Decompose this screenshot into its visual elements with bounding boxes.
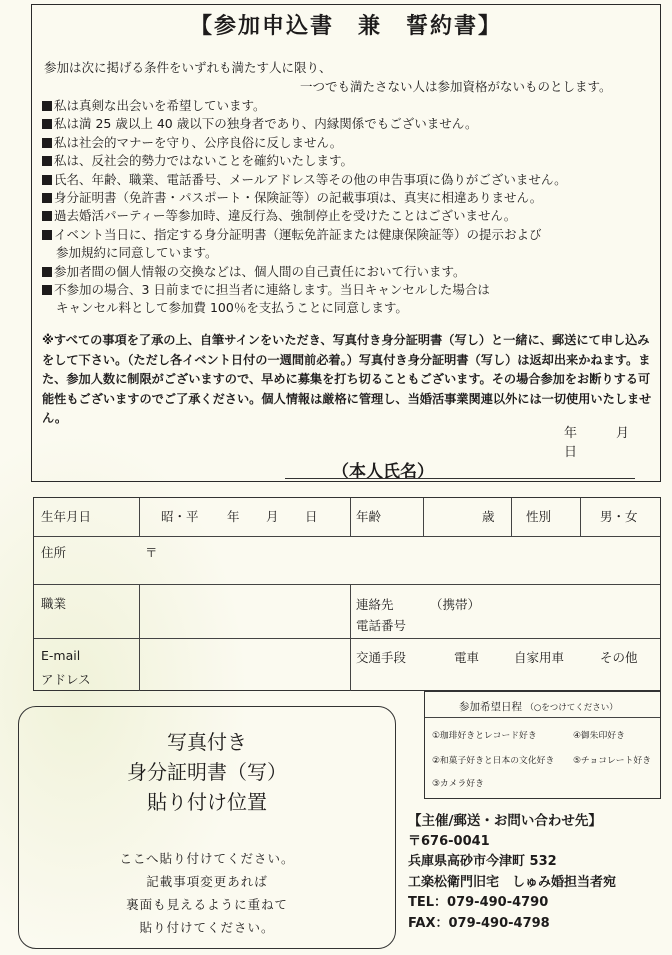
- bullet-square-icon: [42, 285, 52, 295]
- email-address-label: アドレス: [41, 672, 91, 687]
- bullet-square-icon: [42, 175, 52, 185]
- postal-mark[interactable]: 〒: [145, 545, 158, 560]
- birth-day-unit: 日: [305, 509, 318, 524]
- contact-address: 兵庫県高砂市今津町 532: [408, 854, 557, 869]
- bullet-square-icon: [42, 138, 52, 148]
- condition-item: 氏名、年齢、職業、電話番号、メールアドレス等その他の申告事項に偽りがございません。: [42, 171, 652, 189]
- schedule-box: [424, 691, 661, 799]
- condition-item: 過去婚活パーティー等参加時、違反行為、強制停止を受けたことはございません。: [42, 207, 652, 225]
- transport-option-train[interactable]: 電車: [454, 650, 480, 665]
- contact-fax: FAX：079-490-4798: [408, 915, 550, 931]
- mobile-label[interactable]: （携帯）: [430, 597, 481, 612]
- day-label: 日: [563, 445, 577, 460]
- schedule-option[interactable]: ⑤チョコレート好き: [573, 756, 651, 766]
- photo-instructions: ここへ貼り付けてください。 記載事項変更あれば 裏面も見えるように重ねて 貼り付けてください。: [119, 851, 295, 935]
- signature-label: （本人氏名）: [332, 462, 434, 482]
- email-label: E-mail: [41, 648, 81, 663]
- photo-title: 写真付き 身分証明書（写） 貼り付け位置: [127, 730, 287, 814]
- birth-date-label: 生年月日: [41, 509, 92, 524]
- condition-continuation: キャンセル料として参加費 100％を支払うことに同意します。: [56, 300, 408, 316]
- job-label: 職業: [41, 596, 67, 611]
- contact-info: [408, 811, 616, 934]
- contact-label: 連絡先: [356, 597, 394, 612]
- age-unit: 歳: [482, 509, 495, 524]
- table-col-divider: [350, 584, 351, 691]
- schedule-option[interactable]: ②和菓子好きと日本の文化好き: [432, 756, 555, 766]
- year-label: 年: [563, 426, 577, 441]
- bullet-square-icon: [42, 101, 52, 111]
- intro-line-2: 一つでも満たさない人は参加資格がないものとします。: [300, 79, 612, 94]
- condition-item: 身分証明書（免許書・パスポート・保険証等）の記載事項は、真実に相違ありません。: [42, 189, 652, 207]
- table-col-divider: [423, 498, 424, 536]
- signature-line[interactable]: [285, 478, 635, 479]
- table-col-divider: [139, 498, 140, 536]
- bullet-square-icon: [42, 267, 52, 277]
- birth-month-unit: 月: [266, 509, 279, 524]
- condition-item: 私は社会的マナーを守り、公序良俗に反しません。: [42, 134, 652, 152]
- table-col-divider: [580, 498, 581, 536]
- condition-item: 私は真剣な出会いを希望しています。: [42, 97, 652, 115]
- address-label: 住所: [41, 545, 67, 560]
- condition-item: 私は満 25 歳以上 40 歳以下の独身者であり、内縁関係でもございません。: [42, 115, 652, 133]
- bullet-square-icon: [42, 211, 52, 221]
- phone-number-label: 電話番号: [356, 618, 407, 633]
- table-col-divider: [350, 498, 351, 536]
- birth-era-options[interactable]: 昭・平: [161, 509, 199, 524]
- bullet-square-icon: [42, 156, 52, 166]
- condition-item: 参加者間の個人情報の交換などは、個人間の自己責任において行います。: [42, 263, 652, 281]
- personal-info-table: [33, 497, 661, 691]
- birth-year-unit: 年: [227, 509, 240, 524]
- transport-label: 交通手段: [356, 650, 407, 665]
- sex-options[interactable]: 男・女: [600, 509, 638, 524]
- signature-date[interactable]: [525, 422, 660, 460]
- bullet-square-icon: [42, 119, 52, 129]
- intro-line-1: 参加は次に掲げる条件をいずれも満たす人に限り、: [44, 60, 332, 75]
- bullet-square-icon: [42, 193, 52, 203]
- schedule-option[interactable]: ④御朱印好き: [573, 731, 625, 741]
- table-row-divider: [34, 584, 660, 585]
- bullet-square-icon: [42, 230, 52, 240]
- schedule-heading-note: （○をつけてください）: [525, 703, 618, 713]
- form-title: 【参加申込書 兼 誓約書】: [189, 14, 502, 39]
- schedule-option[interactable]: ①珈琲好きとレコード好き: [432, 731, 537, 741]
- month-label: 月: [615, 426, 629, 441]
- pledge-section: [31, 4, 661, 482]
- schedule-heading: 参加希望日程 （○をつけてください）: [459, 701, 618, 713]
- table-row-divider: [34, 638, 660, 639]
- contact-postal: 〒676-0041: [408, 833, 490, 849]
- condition-item: 私は、反社会的勢力ではないことを確約いたします。: [42, 152, 652, 170]
- submission-note: ※すべての事項を了承の上、自筆サインをいただき、写真付き身分証明書（写し）と一緒に、郵送にて申し込みをして下さい。（ただし各イベント日付の一週間前必着。）写真付き身分証明書（写し）は返却出来かねます。また、参加人数に制限がございますので、早めに募集を打ち切ることもございます。その場合参加をお断りする可能性もございますのでご了承ください。個人情報は厳格に管理し、当婚活事業関連以外には一切使用いたしません。: [42, 333, 652, 426]
- schedule-option[interactable]: ③カメラ好き: [432, 779, 484, 789]
- contact-name: 工楽松衛門旧宅 しゅみ婚担当者宛: [408, 874, 617, 890]
- condition-item: 不参加の場合、3 日前までに担当者に連絡します。当日キャンセルした場合は: [42, 281, 652, 299]
- age-label: 年齢: [356, 509, 382, 524]
- transport-option-car[interactable]: 自家用車: [514, 650, 565, 665]
- schedule-divider: [425, 717, 660, 718]
- condition-item: イベント当日に、指定する身分証明書（運転免許証または健康保険証等）の提示および: [42, 226, 652, 244]
- transport-option-other[interactable]: その他: [600, 650, 638, 665]
- table-col-divider: [139, 584, 140, 691]
- photo-attachment-area[interactable]: [18, 706, 396, 949]
- table-row-divider: [34, 536, 660, 537]
- contact-heading: 【主催/郵送・お問い合わせ先】: [408, 813, 602, 829]
- condition-continuation: 参加規約に同意しています。: [56, 245, 218, 261]
- conditions-list: [42, 97, 652, 318]
- contact-tel: TEL：079-490-4790: [408, 895, 549, 910]
- sex-label: 性別: [526, 509, 552, 524]
- table-col-divider: [511, 498, 512, 536]
